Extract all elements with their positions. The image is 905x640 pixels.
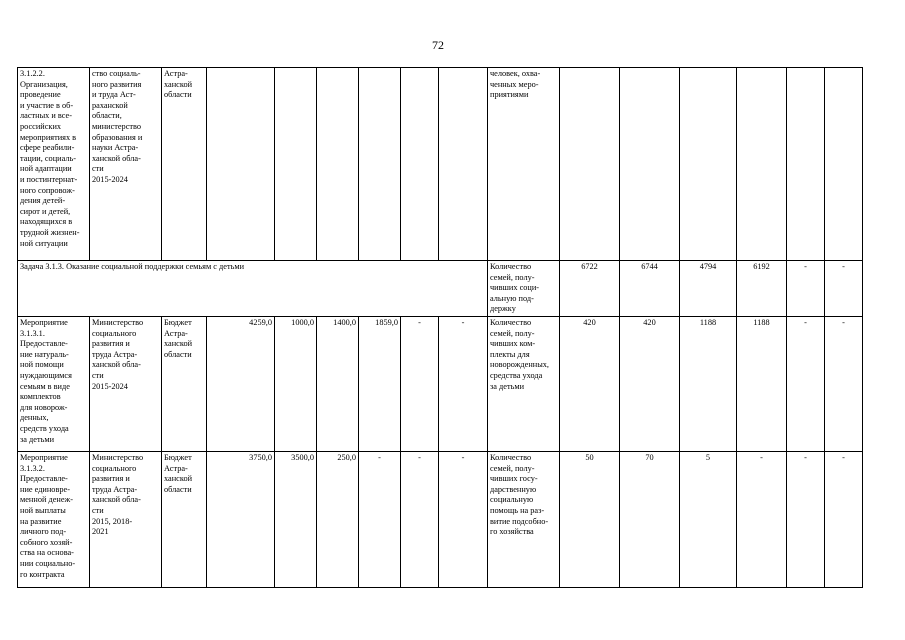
indicator-value-cell: 420 [560,316,620,451]
year-cell [275,68,317,261]
year-cell: - [401,316,439,451]
indicator-value-cell: - [737,451,787,587]
total-cell: 3750,0 [207,451,275,587]
funding-source-cell: Астра- ханской области [162,68,207,261]
executor-cell: ство социаль- ного развития и труда Аст- раханской области, министерство образования и науки Астра- ханской обла- сти 2015-2024 [90,68,162,261]
year-cell: - [439,451,488,587]
funding-source-cell: Бюджет Астра- ханской области [162,316,207,451]
indicator-cell: человек, охва- ченных меро- приятиями [488,68,560,261]
indicator-value-cell: 6744 [620,261,680,317]
year-cell: 250,0 [317,451,359,587]
table-row [18,316,863,451]
indicator-value-cell: 6722 [560,261,620,317]
indicator-value-cell: 4794 [680,261,737,317]
measure-cell: Мероприятие 3.1.3.2. Предоставле- ние единовре- менной денеж- ной выплаты на развитие личного под- собного хозяй- ства на основа- нии социально- го контракта [18,451,90,587]
year-cell: - [439,316,488,451]
year-cell: 1000,0 [275,316,317,451]
executor-cell: Министерство социального развития и труда Астра- ханской обла- сти 2015, 2018- 2021 [90,451,162,587]
table-row [18,451,863,587]
total-cell [207,68,275,261]
task-cell: Задача 3.1.3. Оказание социальной поддержки семьям с детьми [18,261,488,317]
indicator-value-cell: 5 [680,451,737,587]
indicator-value-cell [680,68,737,261]
year-cell: 1859,0 [359,316,401,451]
table-row [18,68,863,261]
year-cell [317,68,359,261]
indicator-cell: Количество семей, полу- чивших соци- альную под- держку [488,261,560,317]
year-cell [359,68,401,261]
indicator-value-cell [825,68,863,261]
year-cell [401,68,439,261]
page-number: 72 [432,38,444,52]
year-cell: 1400,0 [317,316,359,451]
table-row-task [18,261,863,317]
indicator-value-cell: 6192 [737,261,787,317]
indicator-value-cell: - [787,316,825,451]
measure-cell: 3.1.2.2. Организация, проведение и участие в об- ластных и все- российских мероприятиях в сфере реабили- тации, социаль- ной адаптации и постинтернат- ного сопровож- дения детей- сирот и детей, находящихся в трудной жизнен- ной ситуации [18,68,90,261]
indicator-value-cell: - [825,451,863,587]
indicator-value-cell: - [787,261,825,317]
indicator-value-cell: - [825,261,863,317]
indicator-value-cell [560,68,620,261]
indicator-value-cell: 1188 [737,316,787,451]
indicator-value-cell [620,68,680,261]
year-cell: - [359,451,401,587]
year-cell: 3500,0 [275,451,317,587]
indicator-value-cell: 70 [620,451,680,587]
total-cell: 4259,0 [207,316,275,451]
year-cell [439,68,488,261]
year-cell: - [401,451,439,587]
indicator-value-cell: 50 [560,451,620,587]
indicator-cell: Количество семей, полу- чивших госу- дарственную социальную помощь на раз- витие подсобно- го хозяйства [488,451,560,587]
funding-source-cell: Бюджет Астра- ханской области [162,451,207,587]
program-table [17,67,863,588]
indicator-value-cell: - [825,316,863,451]
indicator-value-cell: 1188 [680,316,737,451]
indicator-cell: Количество семей, полу- чивших ком- плекты для новорожденных, средства ухода за детьми [488,316,560,451]
executor-cell: Министерство социального развития и труда Астра- ханской обла- сти 2015-2024 [90,316,162,451]
indicator-value-cell [787,68,825,261]
indicator-value-cell: - [787,451,825,587]
measure-cell: Мероприятие 3.1.3.1. Предоставле- ние натураль- ной помощи нуждающимся семьям в виде комплектов для новорож- денных, средств ухода за детьми [18,316,90,451]
indicator-value-cell [737,68,787,261]
indicator-value-cell: 420 [620,316,680,451]
